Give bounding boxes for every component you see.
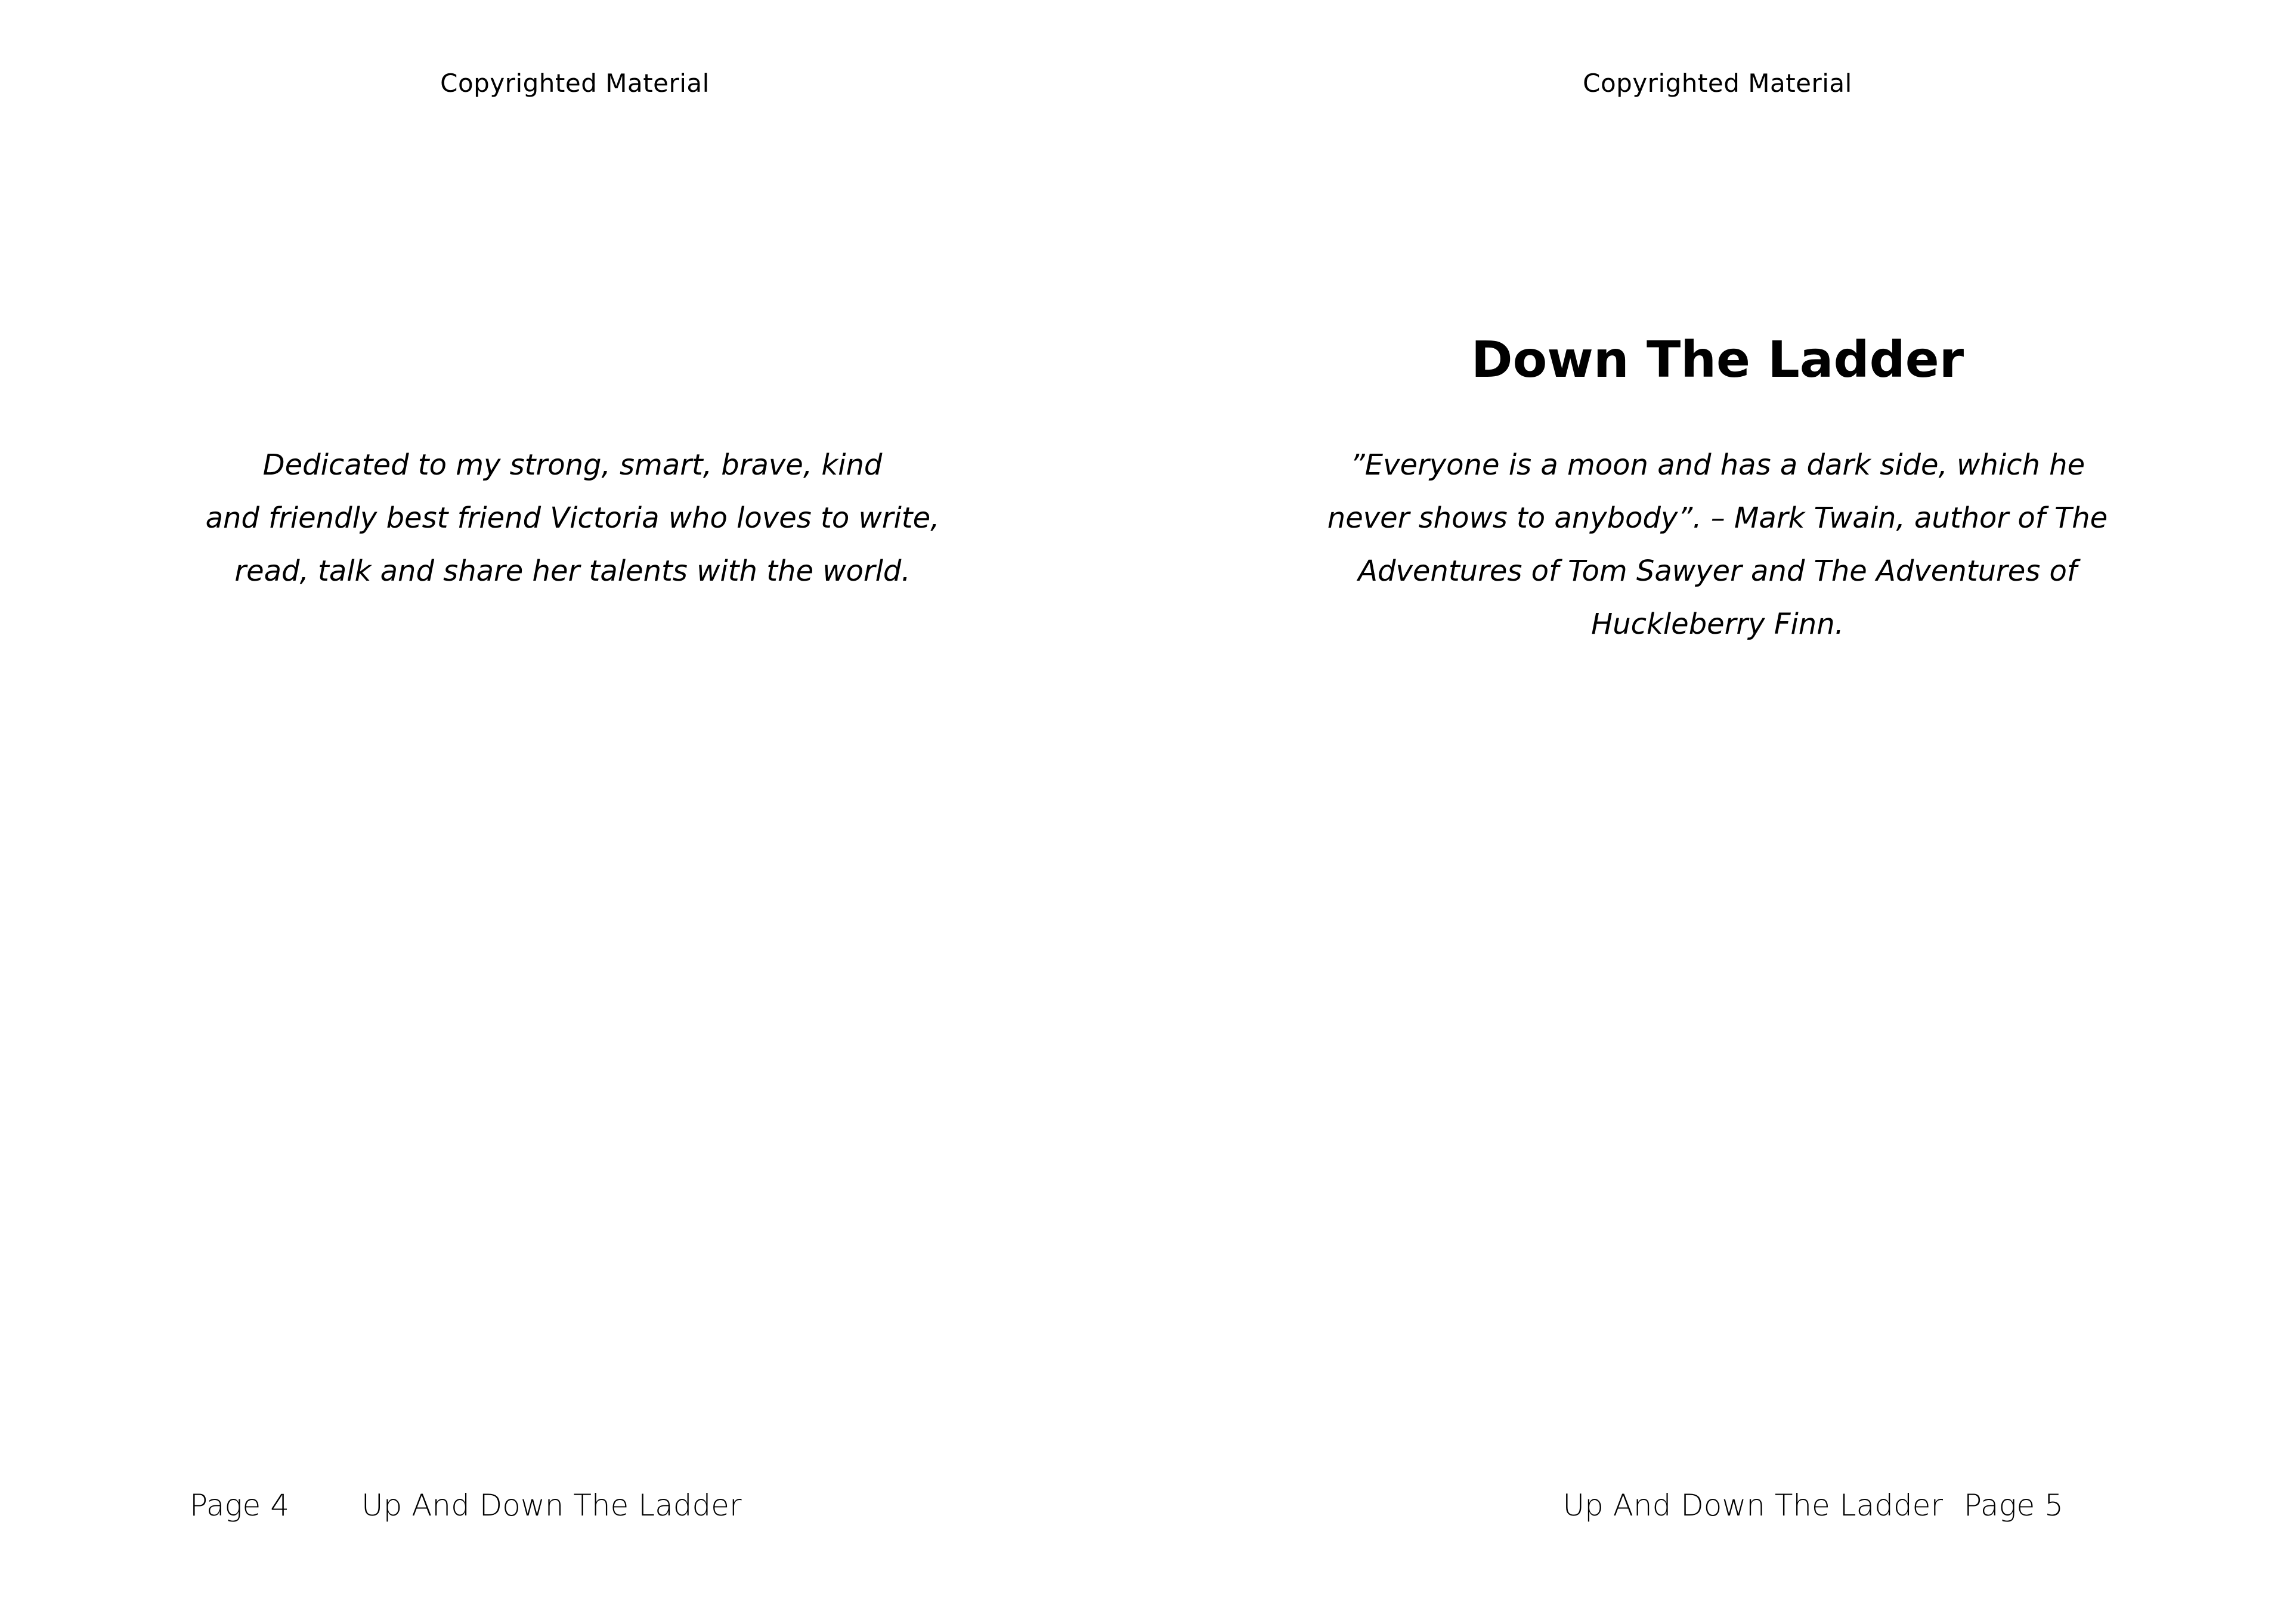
quote-line: ”Everyone is a moon and has a dark side, which he (1350, 448, 2085, 482)
epigraph-quote (1145, 439, 2290, 651)
right-page (1145, 0, 2290, 1624)
dedication-line: read, talk and share her talents with the world. (234, 554, 911, 588)
copyright-header: Copyrighted Material (1583, 69, 1852, 98)
footer-book-title: Up And Down The Ladder (361, 1488, 742, 1523)
page-number: Page 4 (190, 1488, 290, 1523)
chapter-title: Down The Ladder (1471, 330, 1964, 389)
quote-line: Adventures of Tom Sawyer and The Adventures of (1358, 554, 2077, 588)
quote-line: Huckleberry Finn. (1591, 608, 1844, 641)
copyright-header: Copyrighted Material (440, 69, 710, 98)
footer-book-title: Up And Down The Ladder (1562, 1488, 1943, 1523)
dedication (0, 439, 1145, 598)
dedication-line: and friendly best friend Victoria who loves to write, (205, 501, 940, 535)
quote-line: never shows to anybody”. – Mark Twain, author of The (1327, 501, 2108, 535)
dedication-line: Dedicated to my strong, smart, brave, kind (262, 448, 883, 482)
page-number: Page 5 (1963, 1488, 2063, 1523)
